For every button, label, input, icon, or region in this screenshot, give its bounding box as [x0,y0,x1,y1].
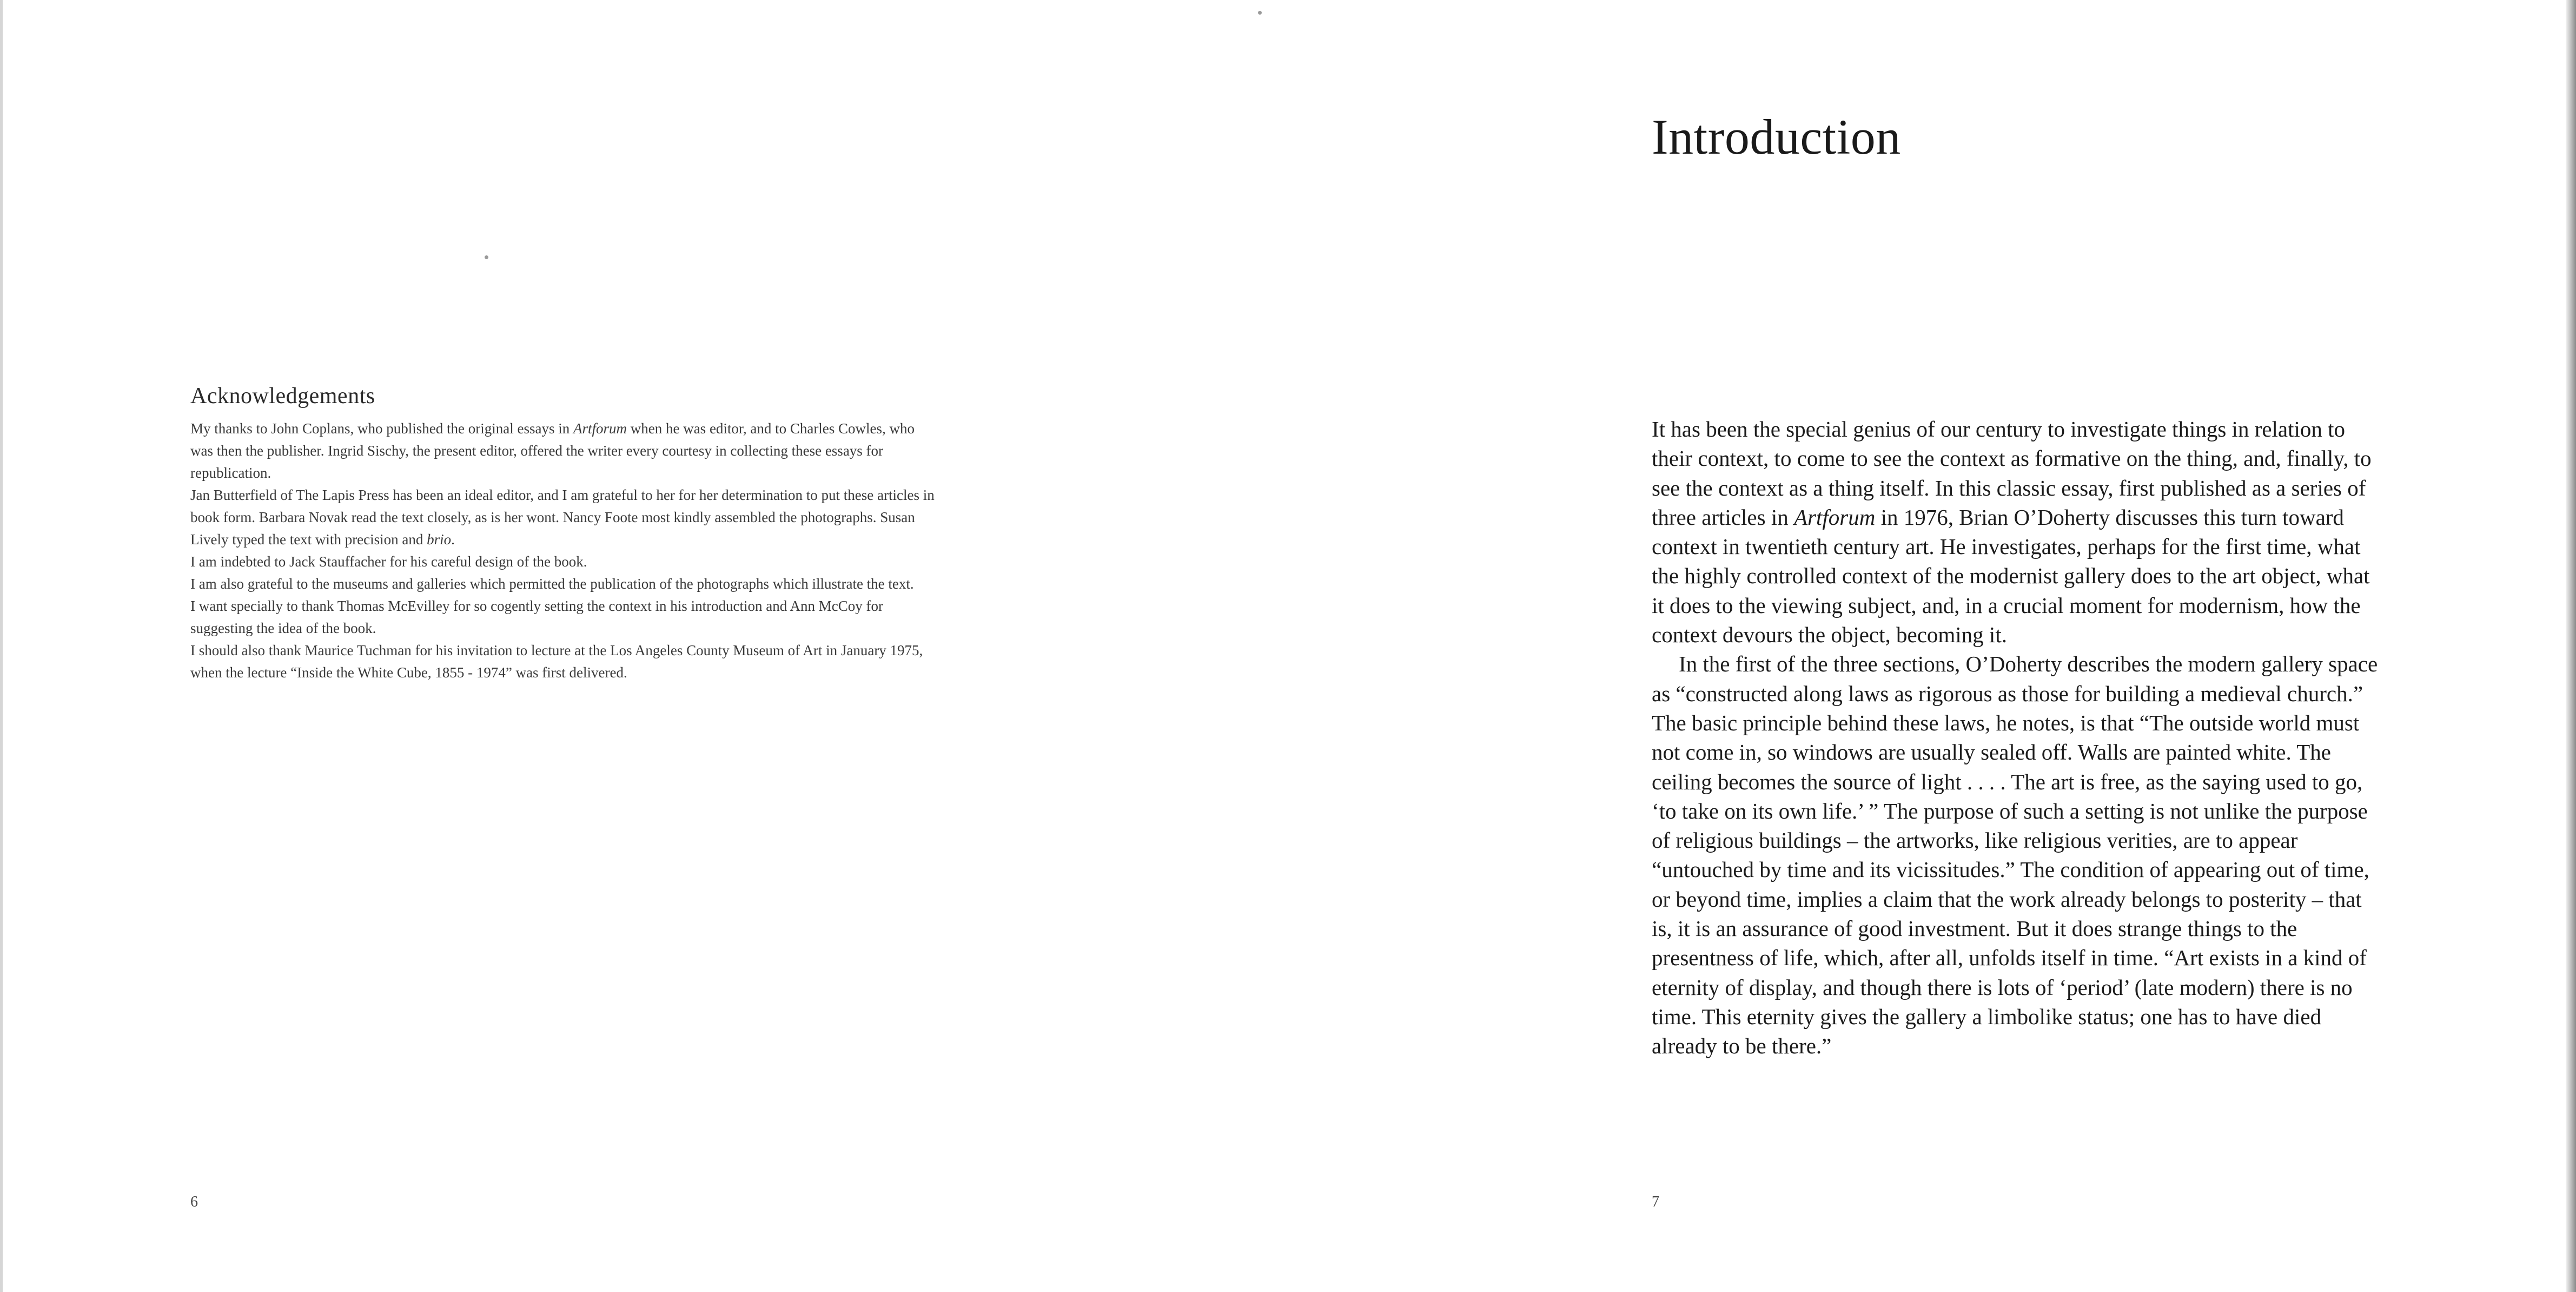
ack-paragraph: I should also thank Maurice Tuchman for his invitation to lecture at the Los Angeles County Museum of Art in January 1975, when the lecture “Inside the White Cube, 1855 - 1974” was first delivered. [190,642,923,681]
page-number-left: 6 [190,1194,198,1210]
ack-paragraph: I am also grateful to the museums and galleries which permitted the publication of the photographs which illustrate the text. [190,576,914,592]
left-page [0,0,1287,1292]
acknowledgements-body [190,418,937,684]
intro-paragraph-2: In the first of the three sections, O’Doherty describes the modern gallery space as “constructed along laws as rigorous as those for building a medieval church.” The basic principle behind these laws, he notes, is that “The outside world must not come in, so windows are usually sealed off. Walls are painted white. The ceiling becomes the source of light . . . . The art is free, as the saying used to go, ‘to take on its own life.’ ” The purpose of such a setting is not unlike the purpose of religious buildings – the artworks, like religious verities, are to appear “untouched by time and its vicissitudes.” The condition of appearing out of time, or beyond time, implies a claim that the work already belongs to posterity – that is, it is an assurance of good investment. But it does strange things to the presentness of life, which, after all, unfolds itself in time. “Art exists in a kind of eternity of display, and though there is lots of ‘period’ (late modern) there is no time. This eternity gives the gallery a limbolike status; one has to have died already to be there.” [1652,651,2378,1059]
introduction-body [1652,414,2387,1061]
ack-paragraph: I want specially to thank Thomas McEvilley for so cogently setting the context in his introduction and Ann McCoy for suggesting the idea of the book. [190,598,884,636]
italic-word: brio [427,531,452,548]
ack-paragraph: I am indebted to Jack Stauffacher for his careful design of the book. [190,553,587,570]
ack-paragraph: My thanks to John Coplans, who published the original essays in Artforum when he was editor, and to Charles Cowles, who was then the publisher. Ingrid Sischy, the present editor, offered the writer every courtesy in collecting these essays for republication. [190,420,915,481]
introduction-title: Introduction [1652,109,1901,164]
publication-title: Artforum [573,420,627,437]
acknowledgements-heading: Acknowledgements [190,384,375,408]
intro-paragraph-1: It has been the special genius of our century to investigate things in relation to their context, to come to see the context as formative on the thing, and, finally, to see the context as a thing itself. In this classic essay, first published as a series of three articles in Artforum in 1976, Brian O’Doherty discusses this turn toward context in twentieth century art. He investigates, perhaps for the first time, what the highly controlled context of the modernist gallery does to the art object, what it does to the viewing subject, and, in a crucial moment for modernism, how the context devours the object, becoming it. [1652,417,2372,648]
publication-title: Artforum [1793,504,1876,530]
page-number-right: 7 [1652,1194,1659,1210]
ack-paragraph: Jan Butterfield of The Lapis Press has been an ideal editor, and I am grateful to her for her determination to put these articles in book form. Barbara Novak read the text closely, as is her wont. Nancy Foote most kindly assembled the photographs. Susan Lively typed the text with precision and brio. [190,487,935,548]
